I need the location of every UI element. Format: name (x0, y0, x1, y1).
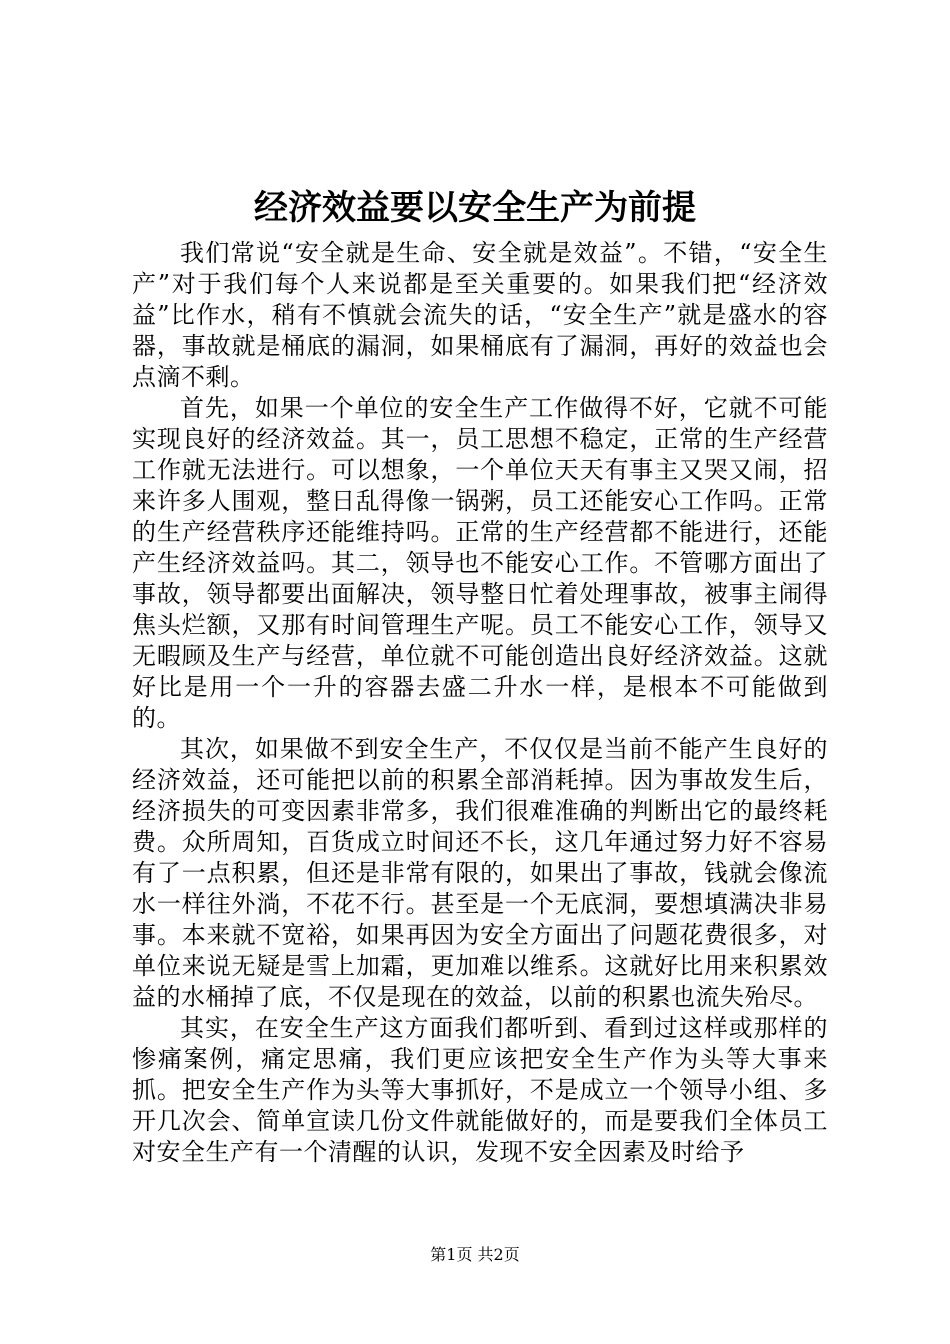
paragraph-1: 我们常说“安全就是生命、安全就是效益”。不错，“安全生产”对于我们每个人来说都是至关重要的。如果我们把“经济效益”比作水，稍有不慎就会流失的话，“安全生产”就是盛水的容器，事故就是桶底的漏洞，如果桶底有了漏洞，再好的效益也会点滴不剩。 (132, 239, 828, 391)
paragraph-2: 首先，如果一个单位的安全生产工作做得不好，它就不可能实现良好的经济效益。其一，员工思想不稳定，正常的生产经营工作就无法进行。可以想象，一个单位天天有事主又哭又闹，招来许多人围观，整日乱得像一锅粥，员工还能安心工作吗。正常的生产经营秩序还能维持吗。正常的生产经营都不能进行，还能产生经济效益吗。其二，领导也不能安心工作。不管哪方面出了事故，领导都要出面解决，领导整日忙着处理事故，被事主闹得焦头烂额，又那有时间管理生产呢。员工不能安心工作，领导又无暇顾及生产与经营，单位就不可能创造出良好经济效益。这就好比是用一个一升的容器去盛二升水一样，是根本不可能做到的。 (132, 394, 828, 732)
document-title: 经济效益要以安全生产为前提 (254, 188, 696, 228)
document-body (132, 238, 828, 1168)
paragraph-4: 其实，在安全生产这方面我们都听到、看到过这样或那样的惨痛案例，痛定思痛，我们更应该把安全生产作为头等大事来抓。把安全生产作为头等大事抓好，不是成立一个领导小组、多开几次会、简单宣读几份文件就能做好的，而是要我们全体员工对安全生产有一个清醒的认识，发现不安全因素及时给予 (132, 1014, 828, 1166)
paragraph-3: 其次，如果做不到安全生产，不仅仅是当前不能产生良好的经济效益，还可能把以前的积累全部消耗掉。因为事故发生后，经济损失的可变因素非常多，我们很难准确的判断出它的最终耗费。众所周知，百货成立时间还不长，这几年通过努力好不容易有了一点积累，但还是非常有限的，如果出了事故，钱就会像流水一样往外淌，不花不行。甚至是一个无底洞，要想填满决非易事。本来就不宽裕，如果再因为安全方面出了问题花费很多，对单位来说无疑是雪上加霜，更加难以维系。这就好比用来积累效益的水桶掉了底，不仅是现在的效益，以前的积累也流失殆尽。 (132, 735, 828, 1011)
page-footer: 第1页 共2页 (430, 1245, 520, 1264)
